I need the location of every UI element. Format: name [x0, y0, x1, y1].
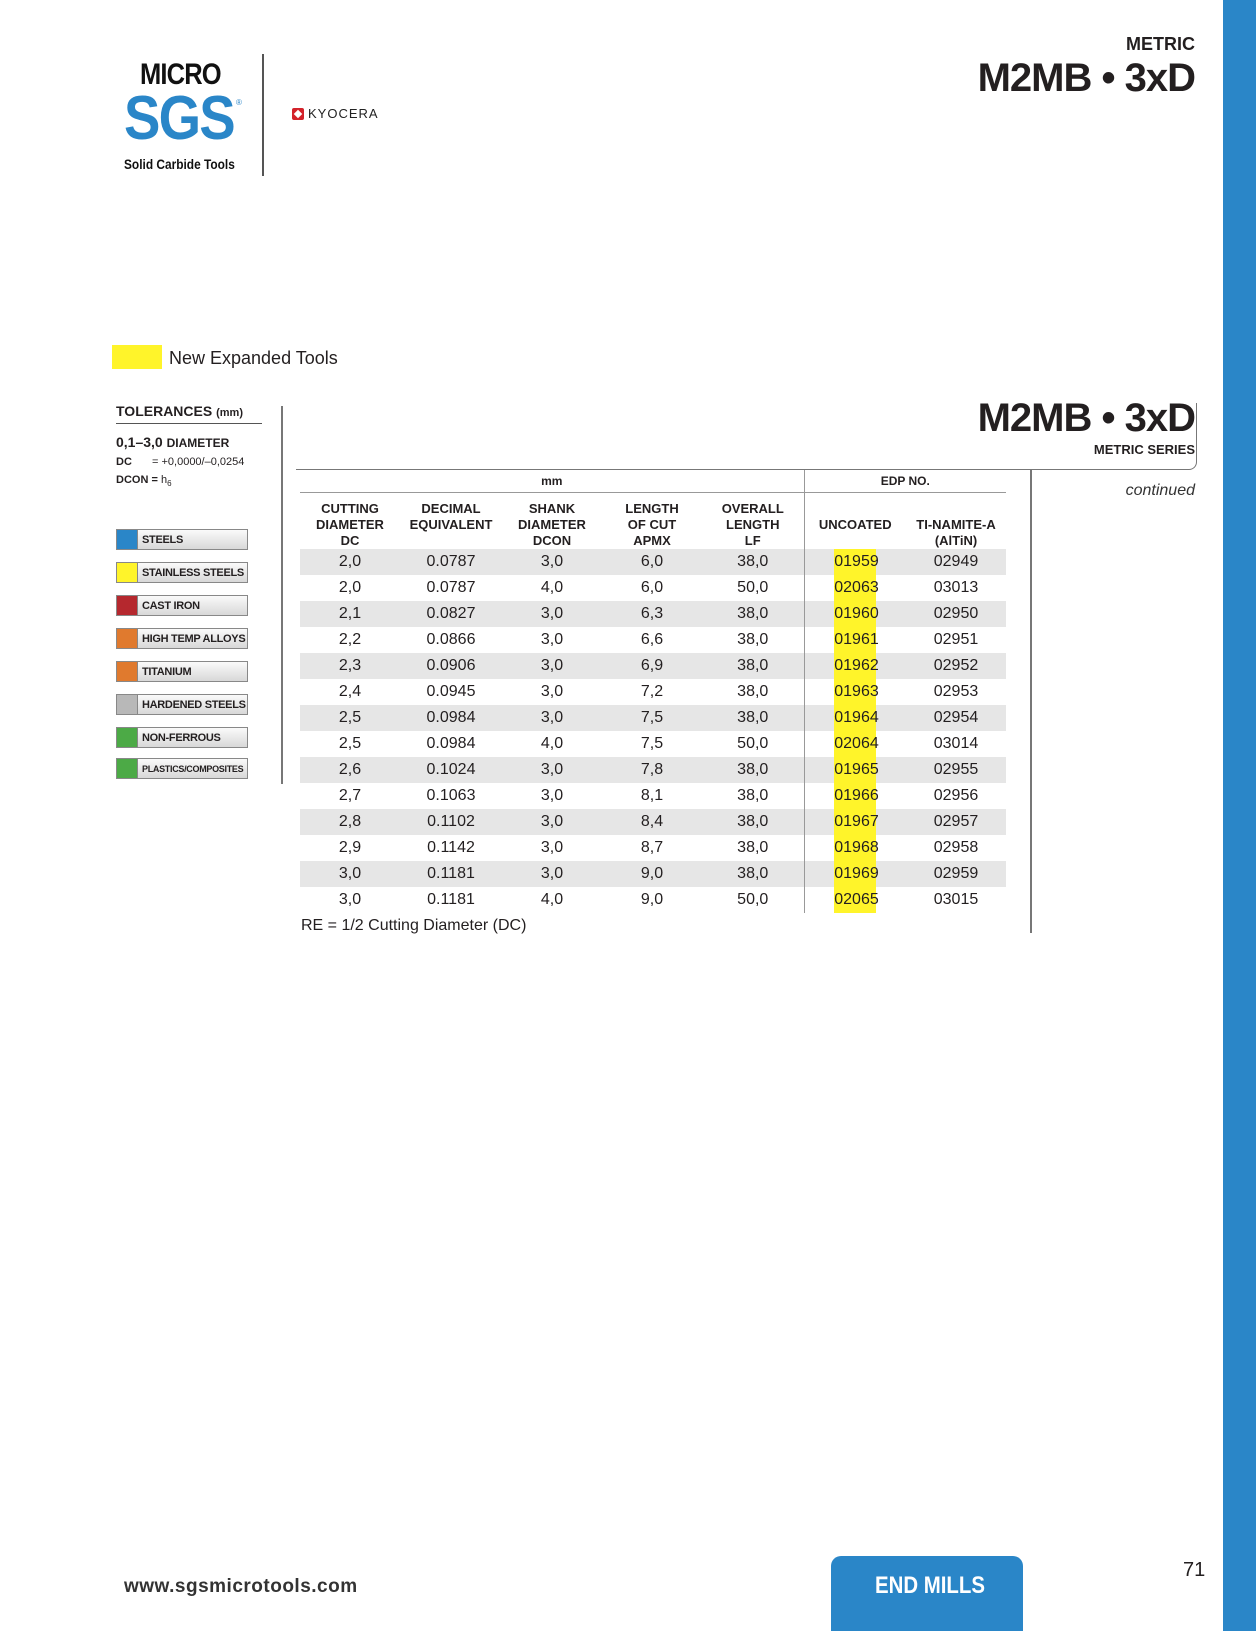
table-cell: 38,0	[737, 787, 769, 804]
material-label: PLASTICS/COMPOSITES	[142, 763, 244, 774]
column-header-line: DECIMAL	[421, 501, 481, 516]
table-cell: 50,0	[737, 579, 769, 596]
new-tools-swatch	[112, 345, 162, 369]
column-header-line: OVERALL	[721, 501, 784, 516]
table-cell	[804, 705, 906, 731]
spec-table	[300, 470, 1006, 913]
material-swatch	[117, 563, 138, 582]
continued-label: continued	[1125, 482, 1195, 499]
table-cell: 3,0	[540, 787, 564, 804]
material-label: NON-FERROUS	[142, 731, 221, 744]
tolerances-heading-text: TOLERANCES	[116, 403, 213, 419]
edp-uncoated-value: 02064	[834, 731, 876, 757]
table-row	[300, 887, 1006, 913]
table-cell: 0.1181	[400, 861, 502, 887]
tolerances-box	[116, 403, 262, 488]
micro-sgs-logo	[124, 58, 244, 178]
table-cell: 38,0	[702, 861, 804, 887]
table-cell: 02957	[906, 809, 1006, 835]
table-cell	[804, 627, 906, 653]
logo-micro-text: MICRO	[140, 58, 221, 91]
edp-uncoated-value: 01962	[834, 653, 876, 679]
edp-uncoated-value: 01960	[834, 601, 876, 627]
table-cell: 2,5	[300, 705, 400, 731]
material-swatch	[117, 662, 138, 681]
table-cell: 6,0	[640, 579, 664, 596]
edp-uncoated-value: 01966	[834, 783, 876, 809]
table-cell	[804, 653, 906, 679]
kyocera-text: KYOCERA	[308, 106, 379, 121]
table-row	[300, 757, 1006, 783]
table-cell: 02955	[906, 757, 1006, 783]
table-cell: 0.0984	[400, 705, 502, 731]
table-cell: 2,3	[300, 653, 400, 679]
table-cell: 3,0	[338, 891, 362, 908]
table-cell: 0.0984	[426, 735, 476, 752]
page-number: 71	[1183, 1559, 1206, 1581]
material-label: TITANIUM	[142, 665, 192, 678]
table-cell: 3,0	[540, 839, 564, 856]
column-header-line: SHANK	[528, 501, 576, 516]
table-cell: 2,5	[338, 735, 362, 752]
table-cell	[804, 601, 906, 627]
table-cell	[804, 549, 906, 575]
material-label: STEELS	[142, 533, 183, 546]
table-cell	[804, 575, 906, 601]
column-header	[906, 493, 1006, 550]
table-cell: 0.0787	[426, 579, 476, 596]
table-cell	[804, 783, 906, 809]
material-item	[116, 595, 248, 616]
table-cell: 7,5	[602, 705, 702, 731]
table-cell: 38,0	[737, 683, 769, 700]
material-swatch	[117, 629, 138, 648]
column-header-line	[805, 533, 907, 549]
table-cell: 38,0	[702, 601, 804, 627]
material-item	[116, 529, 248, 550]
column-header-line	[906, 501, 1006, 517]
table-cell: 02958	[933, 839, 979, 856]
tolerances-unit: (mm)	[216, 407, 243, 419]
edp-uncoated-value: 01961	[834, 627, 876, 653]
table-cell: 02953	[933, 683, 979, 700]
table-cell: 38,0	[702, 705, 804, 731]
table-cell: 3,0	[502, 549, 602, 575]
tolerances-heading	[116, 403, 262, 424]
table-cell: 3,0	[502, 705, 602, 731]
table-cell: 0.1024	[400, 757, 502, 783]
tolerance-range-label: DIAMETER	[166, 436, 230, 450]
column-header	[300, 493, 400, 550]
table-cell: 2,0	[338, 579, 362, 596]
material-label: HARDENED STEELS	[142, 698, 246, 711]
table-cell: 03015	[933, 891, 979, 908]
material-item	[116, 694, 248, 715]
table-cell: 0.0827	[400, 601, 502, 627]
table-cell: 2,9	[338, 839, 362, 856]
table-cell: 0.0787	[400, 549, 502, 575]
table-cell: 4,0	[540, 579, 564, 596]
table-body	[300, 549, 1006, 913]
table-cell: 2,8	[300, 809, 400, 835]
table-cell: 0.1181	[427, 891, 475, 908]
material-swatch	[117, 728, 138, 747]
table-row	[300, 731, 1006, 757]
new-tools-legend-label: New Expanded Tools	[169, 348, 338, 368]
table-cell	[804, 809, 906, 835]
table-cell: 2,1	[300, 601, 400, 627]
table-cell	[804, 757, 906, 783]
column-header-line	[805, 501, 907, 517]
table-cell: 0.1063	[426, 787, 476, 804]
table-row	[300, 705, 1006, 731]
edp-uncoated-value: 01965	[834, 757, 876, 783]
table-cell: 02954	[906, 705, 1006, 731]
mm-group-header: mm	[300, 470, 804, 493]
column-header-line: (AlTiN)	[934, 533, 978, 548]
material-label: STAINLESS STEELS	[142, 566, 244, 579]
table-cell: 3,0	[300, 861, 400, 887]
table-note: RE = 1/2 Cutting Diameter (DC)	[301, 917, 527, 934]
table-right-divider	[1030, 470, 1032, 933]
column-header-line: DIAMETER	[518, 517, 586, 532]
end-mills-tab	[831, 1556, 1023, 1631]
page-title: M2MB • 3xD	[977, 56, 1195, 100]
table-row	[300, 627, 1006, 653]
column-header	[400, 493, 502, 550]
column-header	[602, 493, 702, 550]
table-cell: 02949	[906, 549, 1006, 575]
table-row	[300, 601, 1006, 627]
table-row	[300, 861, 1006, 887]
table-cell: 2,4	[338, 683, 362, 700]
logo-registered-mark: ®	[236, 98, 242, 107]
edp-uncoated-value: 02063	[834, 575, 876, 601]
table-cell: 3,0	[502, 601, 602, 627]
edp-uncoated-value: 01959	[834, 549, 876, 575]
table-cell	[804, 861, 906, 887]
table-cell	[804, 731, 906, 757]
tolerance-dcon	[116, 474, 262, 488]
table-row	[300, 783, 1006, 809]
column-header-line: DIAMETER	[316, 517, 384, 532]
table-cell: 02951	[933, 631, 979, 648]
kyocera-logo	[292, 106, 379, 121]
table-cell: 38,0	[737, 631, 769, 648]
table-cell: 0.0866	[426, 631, 476, 648]
column-header-row	[300, 493, 1006, 550]
table-cell: 0.0906	[400, 653, 502, 679]
column-header-line: TI-NAMITE-A	[916, 517, 996, 532]
tolerance-dc-value: = +0,0000/–0,0254	[152, 456, 245, 468]
table-cell: 2,7	[338, 787, 362, 804]
side-color-bar	[1223, 0, 1256, 1631]
table-cell: 2,2	[338, 631, 362, 648]
table-cell: 8,7	[640, 839, 664, 856]
table-cell: 38,0	[702, 809, 804, 835]
table-row	[300, 653, 1006, 679]
table-cell: 02952	[906, 653, 1006, 679]
table-cell: 3,0	[502, 861, 602, 887]
table-cell	[804, 679, 906, 705]
table-row	[300, 679, 1006, 705]
table-cell: 9,0	[602, 861, 702, 887]
table-cell: 3,0	[502, 809, 602, 835]
logo-sgs-text: SGS	[124, 84, 234, 153]
edp-uncoated-value: 02065	[834, 887, 876, 913]
table-cell: 02956	[933, 787, 979, 804]
table-cell: 50,0	[737, 891, 769, 908]
logo-divider	[262, 54, 264, 176]
table-cell: 6,6	[640, 631, 664, 648]
material-swatch	[117, 695, 138, 714]
kyocera-mark-icon	[292, 108, 304, 120]
table-cell: 0.0945	[426, 683, 476, 700]
tolerance-dc-label: DC	[116, 456, 132, 468]
table-cell: 38,0	[702, 653, 804, 679]
material-item	[116, 727, 248, 748]
metric-label: METRIC	[1126, 34, 1195, 54]
material-label: CAST IRON	[142, 599, 200, 612]
material-label: HIGH TEMP ALLOYS	[142, 632, 246, 645]
table-cell: 3,0	[502, 653, 602, 679]
material-swatch	[117, 759, 138, 778]
table-cell: 50,0	[737, 735, 769, 752]
table-cell: 3,0	[502, 757, 602, 783]
column-header	[702, 493, 804, 550]
tolerance-dcon-sub: 6	[167, 479, 172, 489]
table-row	[300, 835, 1006, 861]
table-cell: 3,0	[540, 631, 564, 648]
edp-uncoated-value: 01969	[834, 861, 876, 887]
tolerance-dcon-value: h	[160, 474, 168, 486]
table-cell: 38,0	[702, 757, 804, 783]
column-header-line: DC	[340, 533, 360, 548]
table-cell: 6,9	[602, 653, 702, 679]
table-cell: 7,8	[602, 757, 702, 783]
table-cell: 03013	[933, 579, 979, 596]
table-row	[300, 809, 1006, 835]
column-header	[804, 493, 906, 550]
end-mills-tab-label: END MILLS	[875, 1572, 985, 1599]
edp-uncoated-value: 01963	[834, 679, 876, 705]
table-cell: 0.1142	[427, 839, 475, 856]
column-header-line: LENGTH	[726, 517, 780, 532]
tolerances-divider	[281, 406, 283, 784]
edp-group-header: EDP NO.	[804, 470, 1006, 493]
website-url[interactable]: www.sgsmicrotools.com	[124, 1576, 358, 1597]
column-header-line: EQUIVALENT	[409, 517, 493, 532]
tolerance-dcon-label: DCON =	[116, 474, 158, 486]
table-cell	[804, 835, 906, 861]
logo-tagline: Solid Carbide Tools	[124, 156, 235, 172]
table-cell: 9,0	[640, 891, 664, 908]
table-row	[300, 549, 1006, 575]
material-item	[116, 628, 248, 649]
material-item	[116, 661, 248, 682]
tolerance-dc	[116, 456, 262, 468]
table-cell: 3,0	[540, 683, 564, 700]
material-swatch	[117, 530, 138, 549]
table-cell: 38,0	[737, 839, 769, 856]
table-cell: 4,0	[540, 735, 564, 752]
edp-uncoated-value: 01968	[834, 835, 876, 861]
table-cell: 4,0	[540, 891, 564, 908]
table-cell: 0.1102	[400, 809, 502, 835]
column-header-line: UNCOATED	[818, 517, 892, 532]
table-cell: 2,6	[300, 757, 400, 783]
table-cell	[804, 887, 906, 913]
table-cell: 2,0	[300, 549, 400, 575]
table-cell: 7,5	[640, 735, 664, 752]
column-header-line: CUTTING	[321, 501, 379, 516]
table-cell: 7,2	[640, 683, 664, 700]
table-cell: 02959	[906, 861, 1006, 887]
table-cell: 8,4	[602, 809, 702, 835]
column-header-line: LF	[744, 533, 761, 548]
column-header	[502, 493, 602, 550]
column-header-line: OF CUT	[627, 517, 677, 532]
column-header-line: LENGTH	[625, 501, 679, 516]
edp-uncoated-value: 01967	[834, 809, 876, 835]
tolerance-range-value: 0,1–3,0	[116, 434, 163, 450]
table-subtitle: METRIC SERIES	[1093, 442, 1195, 457]
column-header-line: APMX	[633, 533, 671, 548]
column-header-line	[400, 533, 502, 549]
table-cell: 6,0	[602, 549, 702, 575]
column-header-line: DCON	[532, 533, 572, 548]
table-cell: 8,1	[640, 787, 664, 804]
material-item	[116, 758, 248, 779]
table-title: M2MB • 3xD	[977, 396, 1195, 440]
table-cell: 38,0	[702, 549, 804, 575]
tolerance-range	[116, 434, 262, 450]
table-cell: 02950	[906, 601, 1006, 627]
edp-uncoated-value: 01964	[834, 705, 876, 731]
material-item	[116, 562, 248, 583]
table-cell: 6,3	[602, 601, 702, 627]
table-row	[300, 575, 1006, 601]
table-cell: 03014	[933, 735, 979, 752]
material-swatch	[117, 596, 138, 615]
